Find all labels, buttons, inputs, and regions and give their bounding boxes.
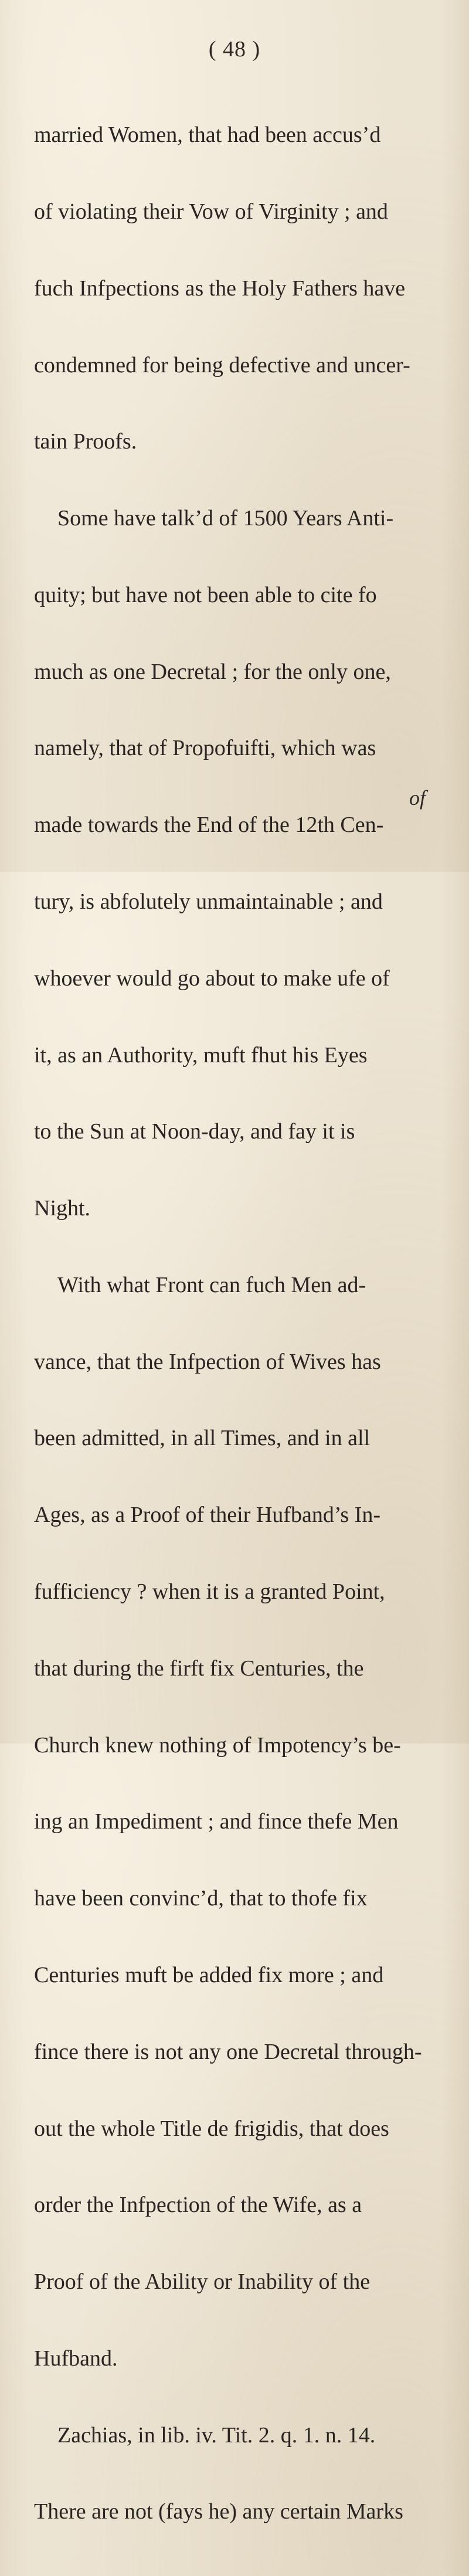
catchword: of xyxy=(409,786,426,810)
body-text xyxy=(34,72,468,2576)
text-line: Night. xyxy=(34,1196,91,1221)
text-line: whoever would go about to make ufe of xyxy=(34,966,390,991)
text-line: fince there is not any one Decretal through- xyxy=(34,2039,422,2064)
text-line: With what Front can fuch Men ad- xyxy=(57,1272,366,1297)
text-line: Some have talk’d of 1500 Years Anti- xyxy=(57,506,394,531)
text-line: vance, that the Infpection of Wives has xyxy=(34,1349,381,1374)
page-number: ( 48 ) xyxy=(208,37,261,62)
text-line: Centuries muft be added fix more ; and xyxy=(34,1962,384,1987)
text-line: made towards the End of the 12th Cen- xyxy=(34,813,384,838)
text-line: quity; but have not been able to cite fo xyxy=(34,582,377,607)
text-line: There are not (fays he) any certain Marks xyxy=(34,2499,403,2524)
text-line: married Women, that had been accus’d xyxy=(34,123,381,148)
text-line: to the Sun at Noon-day, and fay it is xyxy=(34,1119,355,1144)
text-line: Church knew nothing of Impotency’s be- xyxy=(34,1732,401,1758)
text-line: fuch Infpections as the Holy Fathers have xyxy=(34,276,406,301)
text-line: Hufband. xyxy=(34,2346,118,2371)
text-line: Zachias, in lib. iv. Tit. 2. q. 1. n. 14. xyxy=(57,2422,376,2448)
text-line: it, as an Authority, muft fhut his Eyes xyxy=(34,1042,368,1068)
text-line: tury, is abfolutely unmaintainable ; and xyxy=(34,889,383,914)
text-line: Ages, as a Proof of their Hufband’s In- xyxy=(34,1503,380,1528)
text-line: fufficiency ? when it is a granted Point, xyxy=(34,1579,385,1605)
text-line: have been convinc’d, that to thofe fix xyxy=(34,1886,368,1911)
text-line: namely, that of Propofuifti, which was xyxy=(34,736,376,761)
text-line: that during the firft fix Centuries, the xyxy=(34,1656,364,1681)
text-line: of violating their Vow of Virginity ; and xyxy=(34,199,388,224)
text-line: out the whole Title de frigidis, that does xyxy=(34,2116,389,2141)
text-line: condemned for being defective and uncer- xyxy=(34,352,410,378)
text-line: order the Infpection of the Wife, as a xyxy=(34,2193,362,2218)
text-line: much as one Decretal ; for the only one, xyxy=(34,659,391,684)
text-line: ing an Impediment ; and fince thefe Men xyxy=(34,1809,399,1834)
text-line: been admitted, in all Times, and in all xyxy=(34,1426,371,1451)
text-line: tain Proofs. xyxy=(34,429,137,454)
text-line: Proof of the Ability or Inability of the xyxy=(34,2269,371,2295)
